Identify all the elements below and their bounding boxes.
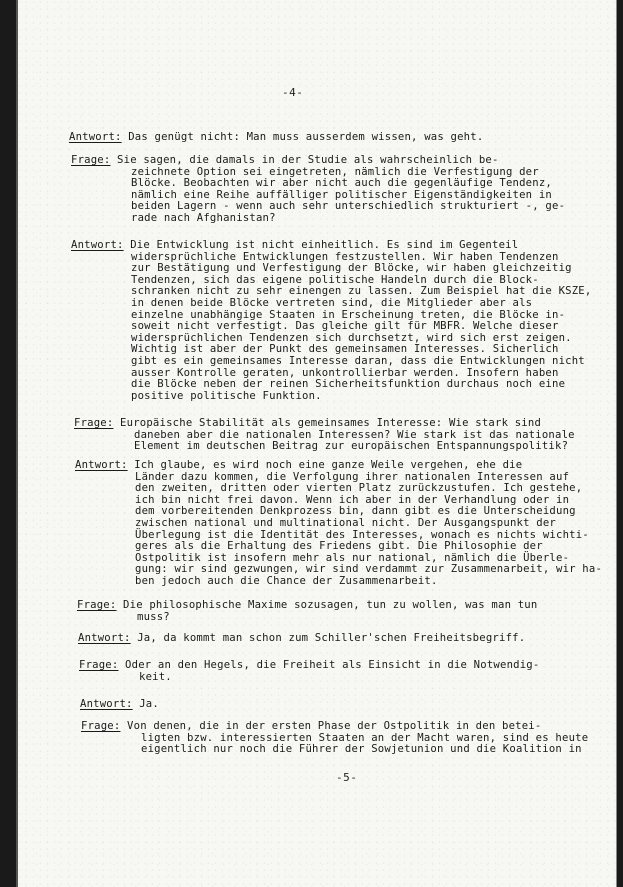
text-line: ausser Kontrolle geraten, unkontrollierbar werden. Insofern haben — [131, 366, 559, 379]
speaker-label: Antwort: — [78, 632, 131, 644]
document-page — [16, 0, 617, 887]
text-line: geres als die Erhaltung des Friedens gibt. Die Philosophie der — [135, 540, 543, 553]
answer-block — [71, 239, 592, 402]
text-line: beiden Lagern - wenn auch sehr unterschiedlich strukturiert -, ge- — [131, 200, 566, 213]
text-line: Ja, da kommt man schon zum Schiller'schen Freiheitsbegriff. — [137, 632, 526, 644]
text-line: positive politische Funktion. — [131, 389, 322, 402]
text-line: Wichtig ist aber der Punkt des gemeinsamen Interesses. Sicherlich — [131, 343, 559, 356]
page-number-top: -4- — [282, 86, 304, 99]
speaker-label: Antwort: — [69, 131, 122, 143]
text-line: rade nach Afghanistan? — [131, 211, 276, 224]
text-line: Länder dazu kommen, die Verfolgung ihrer nationalen Interessen auf — [135, 470, 570, 483]
text-line: soweit nicht verfestigt. Das gleiche gilt für MBFR. Welche dieser — [131, 320, 559, 333]
text-line: den zweiten, dritten oder vierten Platz zurückzustufen. Ich gestehe, — [135, 482, 583, 495]
text-line: Das genügt nicht: Man muss ausserdem wissen, was geht. — [128, 131, 484, 143]
text-line: in denen beide Blöcke vertreten sind, die Mitglieder aber als — [131, 296, 533, 309]
page-number-bottom: -5- — [336, 771, 358, 784]
speaker-label: Frage: — [77, 599, 117, 611]
text-line: Die Entwicklung ist nicht einheitlich. Es sind im Gegenteil — [130, 239, 519, 251]
text-line: Ostpolitik ist insofern mehr als nur national, nämlich die Überle- — [135, 551, 570, 564]
answer-block — [78, 633, 578, 645]
speaker-label: Frage: — [74, 417, 114, 429]
text-line: Tendenzen, sich das eigene politische Handeln durch die Block- — [131, 273, 539, 286]
speaker-label: Frage: — [79, 659, 119, 671]
question-block — [79, 660, 579, 683]
answer-block — [75, 459, 603, 588]
text-line: daneben aber die nationalen Interessen? Wie stark ist das nationale — [134, 428, 575, 441]
text-line: muss? — [137, 610, 170, 623]
question-block — [71, 155, 571, 225]
text-line: Ja. — [139, 698, 159, 710]
speaker-label: Antwort: — [71, 239, 124, 251]
answer-block — [80, 699, 580, 711]
speaker-label: Antwort: — [75, 459, 128, 471]
question-block — [81, 720, 589, 756]
text-line: ben jedoch auch die Chance der Zusammenarbeit. — [135, 574, 438, 587]
text-line: Sie sagen, die damals in der Studie als wahrscheinlich be- — [117, 154, 499, 166]
text-line: einzelne unabhängige Staaten in Erscheinung treten, die Blöcke in- — [131, 308, 566, 321]
text-line: gung: wir sind gezwungen, wir sind verdammt zur Zusammenarbeit, wir ha- — [135, 563, 603, 576]
answer-block — [69, 132, 569, 144]
text-line: Überlegung ist die Identität des Interesses, wonach es nichts wichti- — [135, 528, 589, 541]
text-line: gibt es ein gemeinsames Interesse daran, dass die Entwicklungen nicht — [131, 354, 585, 367]
question-block — [74, 418, 574, 453]
speaker-label: Frage: — [71, 154, 111, 166]
question-block — [77, 600, 577, 623]
text-line: Von denen, die in der ersten Phase der Ostpolitik in den betei- — [127, 720, 542, 732]
text-line: Die philosophische Maxime sozusagen, tun zu wollen, was man tun — [123, 599, 538, 611]
text-line: widersprüchliche Entwicklungen festzustellen. Wir haben Tendenzen — [131, 250, 559, 263]
text-line: Ich glaube, es wird noch eine ganze Weile vergehen, ehe die — [134, 459, 523, 471]
text-line: dem vorbereitenden Denkprozess bin, dann gibt es die Unterscheidung — [135, 505, 576, 518]
text-line: widersprüchlichen Tendenzen sich durchsetzt, wird sich erst zeigen. — [131, 331, 572, 344]
text-line: schranken nicht zu sehr einengen zu lassen. Zum Beispiel hat die KSZE, — [131, 285, 592, 298]
speaker-label: Frage: — [81, 720, 121, 732]
text-line: zeichnete Option sei eingetreten, nämlich die Verfestigung der — [131, 165, 539, 178]
speaker-label: Antwort: — [80, 698, 133, 710]
text-line: Oder an den Hegels, die Freiheit als Einsicht in die Notwendig- — [125, 659, 540, 671]
text-line: eigentlich nur noch die Führer der Sowjetunion und die Koalition in — [141, 743, 582, 756]
text-line: Blöcke. Beobachten wir aber nicht auch die gegenläufige Tendenz, — [131, 177, 552, 190]
text-line: Element im deutschen Beitrag zur europäischen Entspannungspolitik? — [134, 440, 569, 453]
text-line: Europäische Stabilität als gemeinsames Interesse: Wie stark sind — [120, 417, 542, 429]
text-line: die Blöcke neben der reinen Sicherheitsfunktion durchaus noch eine — [131, 378, 566, 391]
text-line: keit. — [139, 670, 172, 683]
text-line: zwischen national und multinational nicht. Der Ausgangspunkt der — [135, 516, 556, 529]
text-line: ich bin nicht frei davon. Wenn ich aber in der Verhandlung oder in — [135, 493, 570, 506]
text-line: nämlich eine Reihe auffälliger politischer Eigenständigkeiten in — [131, 188, 552, 201]
text-line: zur Bestätigung und Verfestigung der Blöcke, wir haben gleichzeitig — [131, 262, 572, 275]
text-line: ligten bzw. interessierten Staaten an der Macht waren, sind es heute — [141, 731, 589, 744]
